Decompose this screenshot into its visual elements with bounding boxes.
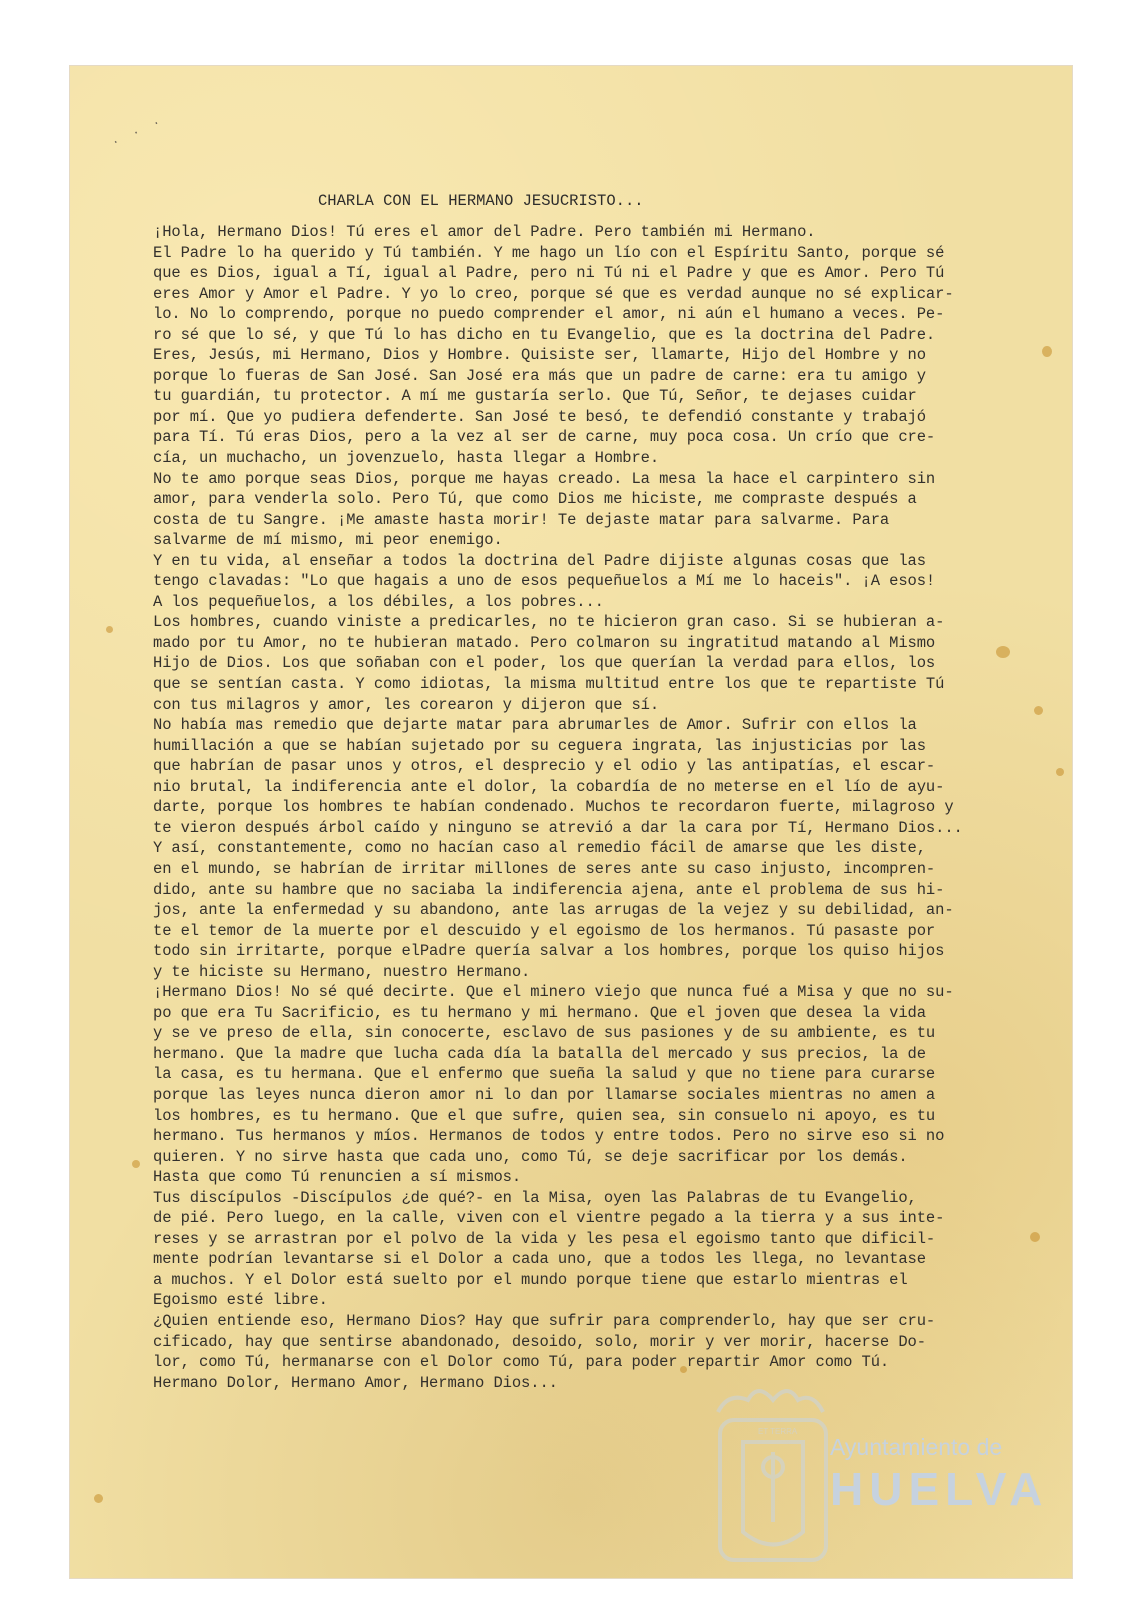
document-title: CHARLA CON EL HERMANO JESUCRISTO... — [318, 192, 644, 210]
text-line: nio brutal, la indiferencia ante el dolor, la cobardía de no meterse en el lío de ayu- — [153, 777, 945, 796]
text-line: los hombres, es tu hermano. Que el que sufre, quien sea, sin consuelo ni apoyo, es tu — [153, 1106, 936, 1125]
text-line: Y así, constantemente, como no hacían caso al remedio fácil de amarse que les diste, — [153, 839, 926, 858]
text-line: te el temor de la muerte por el descuido y el egoismo de los hermanos. Tú pasaste por — [153, 921, 936, 940]
text-line: Hermano Dolor, Hermano Amor, Hermano Dios... — [153, 1373, 558, 1392]
text-line: po que era Tu Sacrificio, es tu hermano y mi hermano. Que el joven que desea la vida — [153, 1003, 926, 1022]
text-line: porque las leyes nunca dieron amor ni lo dan por llamarse sociales mientras no amen a — [153, 1085, 936, 1104]
text-line: cificado, hay que sentirse abandonado, desoido, solo, morir y ver morir, hacerse Do- — [153, 1332, 926, 1351]
text-line: jos, ante la enfermedad y su abandono, ante las arrugas de la vejez y su debilidad, an- — [153, 901, 954, 920]
text-line: reses y se arrastran por el polvo de la vida y les pesa el egoismo tanto que dificil- — [153, 1229, 936, 1248]
text-line: ¡Hermano Dios! No sé qué decirte. Que el minero viejo que nunca fué a Misa y que no su- — [153, 983, 954, 1002]
text-line: salvarme de mí mismo, mi peor enemigo. — [153, 531, 503, 550]
text-line: y se ve preso de ella, sin conocerte, esclavo de sus pasiones y de su ambiente, es tu — [153, 1024, 936, 1043]
document-body — [153, 222, 1033, 1393]
text-line: te vieron después árbol caído y ninguno se atrevió a dar la cara por Tí, Hermano Dios... — [153, 818, 963, 837]
text-line: la casa, es tu hermana. Que el enfermo que sueña la salud y que no tiene para curarse — [153, 1065, 936, 1084]
stain-spot — [1042, 346, 1052, 357]
text-line: ¿Quien entiende eso, Hermano Dios? Hay que sufrir para comprenderlo, hay que ser cru- — [153, 1311, 936, 1330]
text-line: tu guardián, tu protector. A mí me gustaría serlo. Que Tú, Señor, te dejases cuidar — [153, 387, 917, 406]
text-line: todo sin irritarte, porque elPadre quería salvar a los hombres, porque los quiso hijos — [153, 942, 945, 961]
text-line: Y en tu vida, al enseñar a todos la doctrina del Padre dijiste algunas cosas que las — [153, 551, 926, 570]
text-line: Egoismo esté libre. — [153, 1291, 328, 1310]
text-line: a muchos. Y el Dolor está suelto por el mundo porque tiene que estarlo mientras el — [153, 1270, 908, 1289]
text-line: humillación a que se habían sujetado por su ceguera ingrata, las injusticias por las — [153, 736, 926, 755]
text-line: ¡Hola, Hermano Dios! Tú eres el amor del Padre. Pero también mi Hermano. — [153, 223, 816, 241]
text-line: dido, ante su hambre que no saciaba la indiferencia ajena, ante el problema de sus hi- — [153, 880, 945, 899]
text-line: hermano. Tus hermanos y míos. Hermanos de todos y entre todos. Pero no sirve eso si no — [153, 1127, 945, 1146]
text-line: Los hombres, cuando viniste a predicarles, no te hicieron gran caso. Si se hubieran a- — [153, 613, 945, 632]
text-line: A los pequeñuelos, a los débiles, a los pobres... — [153, 592, 604, 611]
text-line: amor, para venderla solo. Pero Tú, que como Dios me hiciste, me compraste después a — [153, 490, 917, 509]
text-line: mente podrían levantarse si el Dolor a cada uno, que a todos les llega, no levantase — [153, 1250, 926, 1269]
text-line: Hijo de Dios. Los que soñaban con el poder, los que querían la verdad para ellos, los — [153, 654, 936, 673]
text-line: para Tí. Tú eras Dios, pero a la vez al ser de carne, muy poca cosa. Un crío que cre- — [153, 428, 936, 447]
text-line: que se sentían casta. Y como idiotas, la misma multitud entre los que te repartiste Tú — [153, 675, 945, 694]
crest-motto: ET TERRA — [758, 1427, 798, 1436]
text-line: mado por tu Amor, no te hubieran matado. Pero colmaron su ingratitud matando al Mismo — [153, 633, 936, 652]
text-line: de pié. Pero luego, en la calle, viven con el vientre pegado a la tierra y a sus inte- — [153, 1209, 945, 1228]
text-line: eres Amor y Amor el Padre. Y yo lo creo, porque sé que es verdad aunque no sé explicar- — [153, 284, 954, 303]
text-line: que habrían de pasar unos y otros, el desprecio y el odio y las antipatías, el escar- — [153, 757, 936, 776]
text-line: lor, como Tú, hermanarse con el Dolor como Tú, para poder repartir Amor como Tú. — [153, 1353, 890, 1372]
text-line: y te hiciste su Hermano, nuestro Hermano. — [153, 962, 531, 981]
text-line: quieren. Y no sirve hasta que cada uno, como Tú, se deje sacrificar por los demás. — [153, 1147, 908, 1166]
text-line: hermano. Que la madre que lucha cada día la batalla del mercado y sus precios, la de — [153, 1044, 926, 1063]
text-line: con tus milagros y amor, les corearon y dijeron que sí. — [153, 695, 660, 714]
text-line: El Padre lo ha querido y Tú también. Y me hago un lío con el Espíritu Santo, porque sé — [153, 243, 945, 262]
text-line: Eres, Jesús, mi Hermano, Dios y Hombre. Quisiste ser, llamarte, Hijo del Hombre y no — [153, 346, 926, 365]
text-line: Hasta que como Tú renuncien a sí mismos. — [153, 1168, 522, 1187]
text-line: por mí. Que yo pudiera defenderte. San José te besó, te defendió constante y trabajó — [153, 407, 926, 426]
text-line: No había mas remedio que dejarte matar para abrumarles de Amor. Sufrir con ellos la — [153, 716, 917, 735]
text-line: cía, un muchacho, un jovenzuelo, hasta llegar a Hombre. — [153, 449, 660, 468]
text-line: No te amo porque seas Dios, porque me hayas creado. La mesa la hace el carpintero sin — [153, 469, 936, 488]
watermark-line1: Ayuntamiento de — [830, 1434, 1003, 1460]
stain-spot — [132, 1160, 140, 1168]
stain-spot — [1056, 768, 1064, 776]
text-line: porque lo fueras de San José. San José era más que un padre de carne: era tu amigo y — [153, 366, 926, 385]
pencil-marks: · · · — [109, 113, 167, 151]
stain-spot — [94, 1494, 103, 1503]
text-line: darte, porque los hombres te habían condenado. Muchos te recordaron fuerte, milagroso y — [153, 798, 954, 817]
stain-spot — [1034, 706, 1043, 715]
text-line: que es Dios, igual a Tí, igual al Padre, pero ni Tú ni el Padre y que es Amor. Pero Tú — [153, 264, 945, 283]
watermark-line2: HUELVA — [830, 1463, 1049, 1515]
text-line: Tus discípulos -Discípulos ¿de qué?- en la Misa, oyen las Palabras de tu Evangelio, — [153, 1188, 917, 1207]
text-line: tengo clavadas: "Lo que hagais a uno de esos pequeñuelos a Mí me lo haceis". ¡A esos! — [153, 572, 936, 591]
stain-spot — [106, 626, 113, 633]
text-line: lo. No lo comprendo, porque no puedo comprender el amor, ni aún el humano a veces. Pe- — [153, 305, 945, 324]
text-line: costa de tu Sangre. ¡Me amaste hasta morir! Te dejaste matar para salvarme. Para — [153, 510, 890, 529]
text-line: en el mundo, se habrían de irritar millones de seres ante su caso injusto, incompren- — [153, 859, 936, 878]
text-line: ro sé que lo sé, y que Tú lo has dicho en tu Evangelio, que es la doctrina del Padre. — [153, 325, 936, 344]
